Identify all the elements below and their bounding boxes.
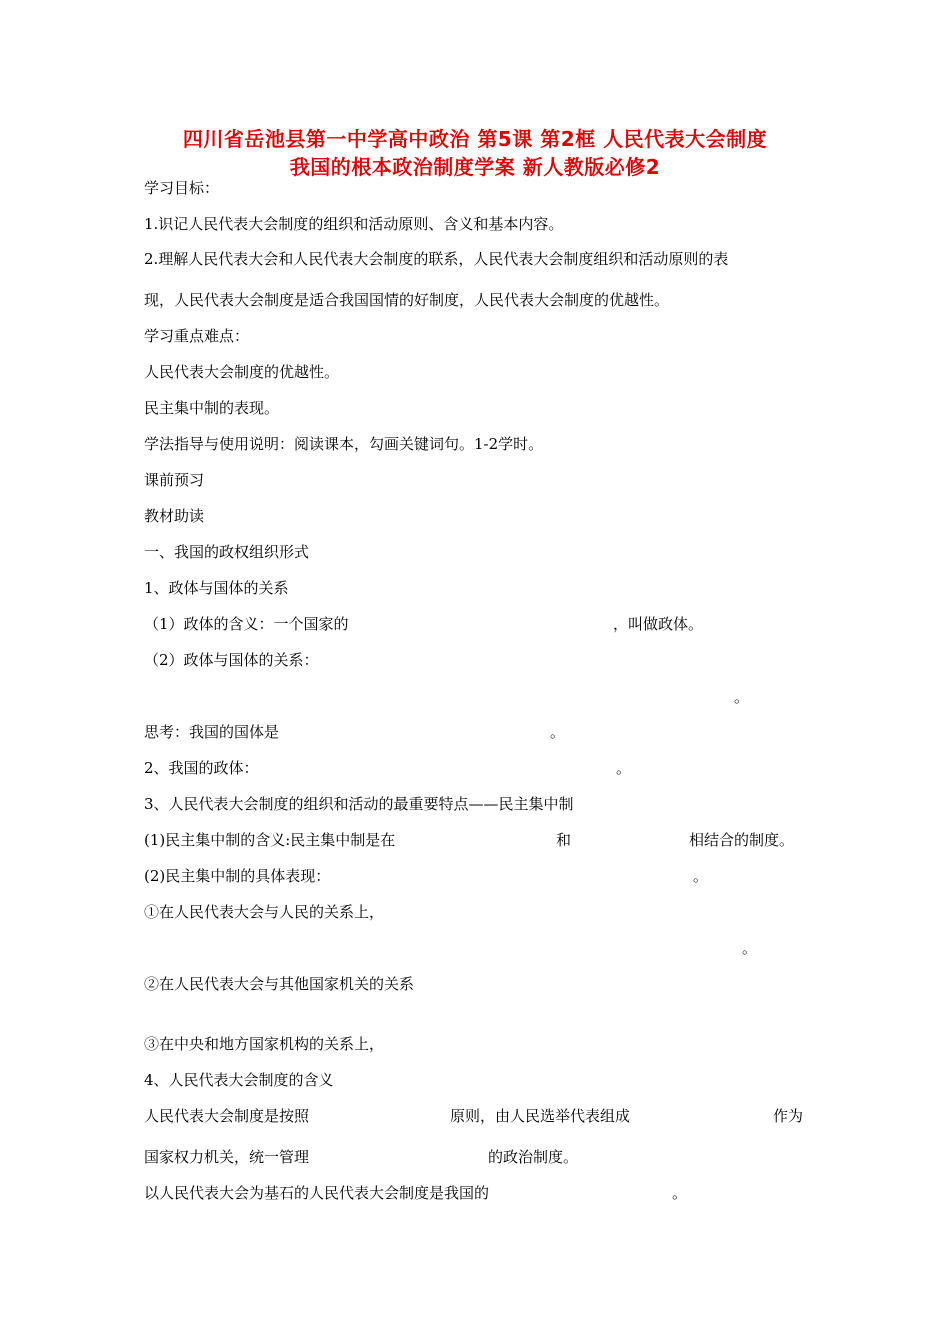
item-ii: ②在人民代表大会与其他国家机关的关系 bbox=[144, 975, 415, 993]
section-1-1-heading: 1、政体与国体的关系 bbox=[144, 579, 289, 597]
democratic-centralism-1-part-b: 和 bbox=[556, 831, 572, 849]
meaning-line-3-part-a: 以人民代表大会为基石的人民代表大会制度是我国的 bbox=[144, 1184, 490, 1202]
meaning-line-1-part-b: 原则，由人民选举代表组成 bbox=[450, 1107, 631, 1125]
goal-2-line-1: 2.理解人民代表大会和人民代表大会制度的联系，人民代表大会制度组织和活动原则的表 bbox=[144, 250, 729, 268]
meaning-line-2-part-b: 的政治制度。 bbox=[488, 1148, 579, 1166]
goal-1: 1.识记人民代表大会制度的组织和活动原则、含义和基本内容。 bbox=[144, 215, 564, 233]
item-iii: ③在中央和地方国家机构的关系上， bbox=[144, 1035, 385, 1053]
key-2: 民主集中制的表现。 bbox=[144, 399, 280, 417]
document-title-line-2: 我国的根本政治制度学案 新人教版必修2 bbox=[289, 155, 661, 179]
democratic-centralism-1-part-c: 相结合的制度。 bbox=[689, 831, 795, 849]
meaning-line-1-part-a: 人民代表大会制度是按照 bbox=[144, 1107, 310, 1125]
democratic-centralism-2-suffix: 。 bbox=[693, 867, 709, 885]
meaning-line-1-part-c: 作为 bbox=[773, 1107, 804, 1125]
answer-end-mark-2: 。 bbox=[742, 939, 758, 957]
meaning-line-3-part-b: 。 bbox=[672, 1184, 688, 1202]
section-1-heading: 一、我国的政权组织形式 bbox=[144, 543, 310, 561]
preview-heading: 课前预习 bbox=[144, 471, 205, 489]
answer-end-mark-1: 。 bbox=[734, 688, 750, 706]
section-2-suffix: 。 bbox=[616, 759, 632, 777]
document-title-line-1: 四川省岳池县第一中学高中政治 第5课 第2框 人民代表大会制度 bbox=[182, 127, 768, 151]
section-2-prefix: 2、我国的政体： bbox=[144, 759, 259, 777]
think-prefix: 思考：我国的国体是 bbox=[144, 723, 280, 741]
democratic-centralism-2-prefix: (2)民主集中制的具体表现： bbox=[144, 867, 331, 885]
key-1: 人民代表大会制度的优越性。 bbox=[144, 363, 340, 381]
item-i: ①在人民代表大会与人民的关系上， bbox=[144, 903, 385, 921]
meaning-line-2-part-a: 国家权力机关，统一管理 bbox=[144, 1148, 310, 1166]
section-4-heading: 4、人民代表大会制度的含义 bbox=[144, 1071, 334, 1089]
question-1-suffix: ，叫做政体。 bbox=[613, 615, 704, 633]
section-3-heading: 3、人民代表大会制度的组织和活动的最重要特点——民主集中制 bbox=[144, 795, 574, 813]
goals-heading: 学习目标： bbox=[144, 179, 220, 197]
question-1-prefix: （1）政体的含义：一个国家的 bbox=[144, 615, 349, 633]
method-note: 学法指导与使用说明：阅读课本，勾画关键词句。1-2学时。 bbox=[144, 435, 544, 453]
think-suffix: 。 bbox=[550, 723, 566, 741]
democratic-centralism-1-part-a: (1)民主集中制的含义:民主集中制是在 bbox=[144, 831, 396, 849]
key-heading: 学习重点难点： bbox=[144, 327, 250, 345]
goal-2-line-2: 现，人民代表大会制度是适合我国国情的好制度，人民代表大会制度的优越性。 bbox=[144, 291, 670, 309]
guide-heading: 教材助读 bbox=[144, 507, 205, 525]
question-2: （2）政体与国体的关系： bbox=[144, 651, 319, 669]
